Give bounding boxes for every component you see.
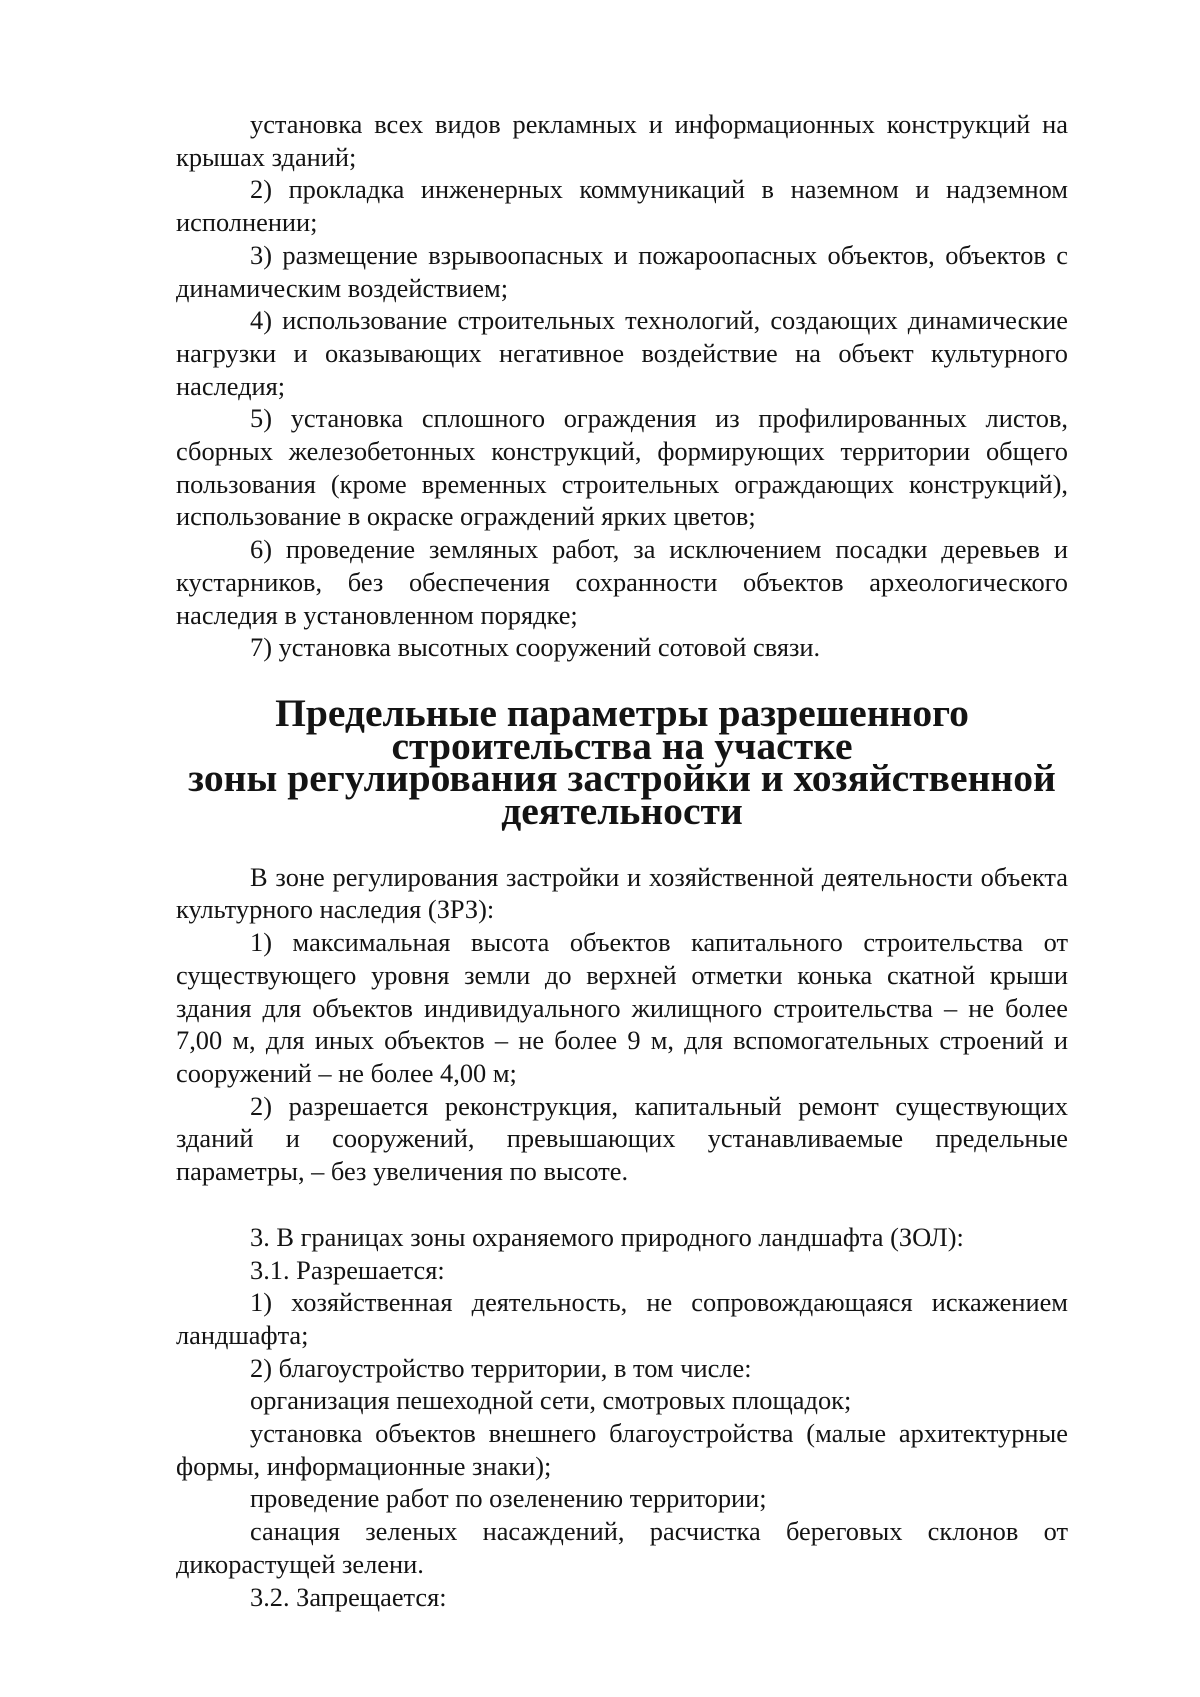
paragraph: 1) хозяйственная деятельность, не сопровождающаяся искажением ландшафта; (176, 1287, 1068, 1350)
zrz-parameters (176, 861, 1068, 1188)
paragraph: 2) благоустройство территории, в том числе: (250, 1352, 752, 1383)
paragraph: установка объектов внешнего благоустройства (малые архитектурные формы, информационные знаки); (176, 1418, 1068, 1481)
restrictions-list (176, 108, 1068, 664)
paragraph: 3.2. Запрещается: (250, 1581, 447, 1612)
paragraph: 7) установка высотных сооружений сотовой связи. (250, 632, 821, 663)
section-heading-line: Предельные параметры разрешенного строительства на участке (275, 690, 969, 768)
paragraph: 2) разрешается реконструкция, капитальный ремонт существующих зданий и сооружений, превышающих устанавливаемые предельные параметры, – без увеличения по высоте. (176, 1090, 1068, 1187)
paragraph: 5) установка сплошного ограждения из профилированных листов, сборных железобетонных конструкций, формирующих территории общего пользования (кроме временных строительных ограждающих конструкций), использование в окраске ограждений ярких цветов; (176, 403, 1068, 532)
paragraph: 3) размещение взрывоопасных и пожароопасных объектов, объектов с динамическим воздействием; (176, 239, 1068, 303)
section-heading (176, 690, 1068, 834)
spacer (176, 1188, 1068, 1221)
paragraph: 2) прокладка инженерных коммуникаций в наземном и надземном исполнении; (176, 174, 1068, 238)
paragraph: В зоне регулирования застройки и хозяйственной деятельности объекта культурного наследия (ЗРЗ): (176, 861, 1068, 925)
paragraph: 3. В границах зоны охраняемого природного ландшафта (ЗОЛ): (250, 1221, 964, 1252)
paragraph: санация зеленых насаждений, расчистка береговых склонов от дикорастущей зелени. (176, 1516, 1068, 1579)
paragraph: 1) максимальная высота объектов капитального строительства от существующего уровня земли до верхней отметки конька скатной крыши здания для объектов индивидуального жилищного строительства – не более 7,00 м, для иных объектов – не более 9 м, для вспомогательных строений и сооружений – не более 4,00 м; (176, 927, 1068, 1088)
paragraph: 4) использование строительных технологий, создающих динамические нагрузки и оказывающих негативное воздействие на объект культурного наследия; (176, 305, 1068, 401)
paragraph: проведение работ по озеленению территории; (250, 1483, 767, 1514)
paragraph: организация пешеходной сети, смотровых площадок; (250, 1385, 852, 1416)
paragraph: установка всех видов рекламных и информационных конструкций на крышах зданий; (176, 109, 1068, 172)
zol-section (176, 1221, 1068, 1613)
section-heading-line: зоны регулирования застройки и хозяйственной деятельности (188, 756, 1056, 834)
paragraph: 6) проведение земляных работ, за исключением посадки деревьев и кустарников, без обеспечения сохранности объектов археологического наследия в установленном порядке; (176, 534, 1068, 630)
paragraph: 3.1. Разрешается: (250, 1254, 445, 1285)
